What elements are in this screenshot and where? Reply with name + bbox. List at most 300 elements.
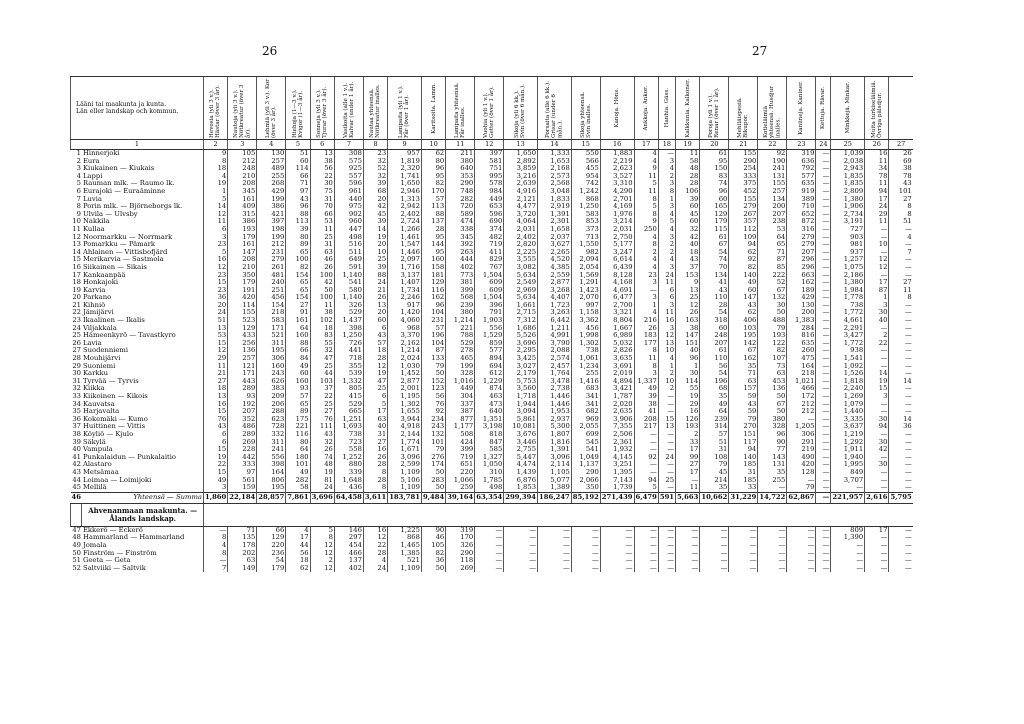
cell-col-3: 333 [228, 461, 257, 469]
cell-col-21: — [729, 534, 758, 542]
cell-col-10: 133 [421, 355, 445, 363]
cell-col-26: 14 [865, 370, 889, 378]
cell-col-6: 22 [310, 173, 334, 181]
cell-col-8: 39 [363, 180, 387, 188]
cell-col-6: 100 [310, 294, 334, 302]
cell-col-27: — [889, 370, 913, 378]
cell-col-25: — [831, 542, 865, 550]
cell-col-4: 130 [257, 150, 286, 158]
cell-col-2: 20 [203, 302, 227, 310]
cell-col-15: 255 [571, 370, 600, 378]
cell-col-14: 4,407 [538, 294, 572, 302]
municipality-name: Alastaro [82, 461, 112, 469]
table-row [71, 180, 913, 188]
cell-col-6: 25 [310, 363, 334, 371]
cell-col-27: — [889, 272, 913, 280]
cell-col-4: 28,857 [257, 492, 286, 503]
cell-col-27: 27 [889, 279, 913, 287]
cell-col-25: 1,818 [831, 378, 865, 386]
cell-col-27: — [889, 363, 913, 371]
cell-col-8: 31 [363, 431, 387, 439]
cell-col-15: 2,070 [571, 294, 600, 302]
cell-col-27: 26 [889, 150, 913, 158]
cell-col-27: — [889, 347, 913, 355]
cell-col-7: 1,140 [334, 294, 363, 302]
cell-col-2: 4 [203, 542, 227, 550]
cell-col-6: 25 [310, 234, 334, 242]
column-number-5: 5 [286, 140, 310, 150]
cell-col-17: 8 [634, 241, 658, 249]
cell-col-27: — [889, 302, 913, 310]
cell-col-13: 3,720 [504, 211, 538, 219]
column-header-22 [758, 77, 787, 140]
cell-col-4: 154 [257, 302, 286, 310]
cell-col-8: 40 [363, 423, 387, 431]
cell-col-20: 64 [700, 408, 729, 416]
cell-col-23: 79 [787, 484, 816, 492]
cell-col-24: — [816, 309, 831, 317]
cell-col-13: 3,027 [504, 363, 538, 371]
cell-col-17: 8 [634, 211, 658, 219]
cell-col-13: 5,447 [504, 454, 538, 462]
cell-col-11: 345 [446, 234, 475, 242]
column-header-11 [446, 77, 475, 140]
cell-col-4: 421 [257, 211, 286, 219]
cell-col-6: 2 [310, 557, 334, 565]
cell-col-23: 316 [787, 226, 816, 234]
table-row [71, 370, 913, 378]
cell-col-16: 7,355 [600, 423, 634, 431]
row-number: 17 [72, 271, 81, 279]
cell-col-11: 170 [446, 534, 475, 542]
cell-col-18: 591 [658, 492, 675, 503]
column-number-15: 15 [571, 140, 600, 150]
cell-col-26: 11 [865, 218, 889, 226]
cell-col-10: 87 [421, 347, 445, 355]
cell-col-20: — [700, 534, 729, 542]
cell-col-21: 43 [729, 302, 758, 310]
cell-col-19: 163 [676, 317, 700, 325]
cell-col-11: 387 [446, 408, 475, 416]
cell-col-23: 284 [787, 325, 816, 333]
cell-col-16: — [600, 550, 634, 558]
cell-col-13: — [504, 526, 538, 534]
cell-col-13: 4,064 [504, 218, 538, 226]
cell-col-2: 76 [203, 416, 227, 424]
cell-col-21: 406 [729, 317, 758, 325]
cell-col-23: — [787, 550, 816, 558]
cell-col-4: 206 [257, 401, 286, 409]
cell-col-21: 63 [729, 378, 758, 386]
cell-col-12: 894 [475, 355, 504, 363]
cell-col-23: 172 [787, 393, 816, 401]
cell-col-3: 248 [228, 165, 257, 173]
cell-col-23: 652 [787, 211, 816, 219]
cell-col-12: 63,354 [475, 492, 504, 503]
cell-col-19: 42 [676, 234, 700, 242]
cell-col-25: 727 [831, 226, 865, 234]
cell-col-26: 30 [865, 439, 889, 447]
cell-col-17: — [634, 534, 658, 542]
cell-col-3: 22,184 [228, 492, 257, 503]
cell-col-3: 443 [228, 378, 257, 386]
cell-col-10: 79 [421, 363, 445, 371]
cell-col-19: 2 [676, 431, 700, 439]
cell-col-7: 297 [334, 534, 363, 542]
cell-col-5: 4 [286, 526, 310, 534]
cell-col-12: 847 [475, 439, 504, 447]
cell-col-18: — [658, 542, 675, 550]
table-row [71, 355, 913, 363]
cell-col-27: — [889, 325, 913, 333]
table-row [71, 234, 913, 242]
cell-col-24: — [816, 332, 831, 340]
subsection-title: Ahvenanmaan maakunta. — Ålands landskap. [82, 503, 204, 526]
cell-col-10: 95 [421, 234, 445, 242]
cell-col-24: — [816, 550, 831, 558]
table-row [71, 325, 913, 333]
cell-col-8: 16 [363, 446, 387, 454]
cell-col-11: 263 [446, 249, 475, 257]
cell-col-2: 15 [203, 469, 227, 477]
cell-col-23: 872 [787, 218, 816, 226]
cell-col-5: 65 [286, 401, 310, 409]
cell-col-25: 1,995 [831, 461, 865, 469]
cell-col-24: — [816, 264, 831, 272]
cell-col-16: — [600, 542, 634, 550]
cell-col-16: 4,169 [600, 203, 634, 211]
cell-col-13: 2,121 [504, 196, 538, 204]
cell-col-16: 3,527 [600, 173, 634, 181]
cell-col-4: 231 [257, 249, 286, 257]
row-number: 41 [72, 453, 81, 461]
cell-col-24: — [816, 477, 831, 485]
cell-col-14: — [538, 565, 572, 573]
cell-col-22: 90 [758, 439, 787, 447]
cell-col-12: 995 [475, 173, 504, 181]
cell-col-3: 159 [228, 484, 257, 492]
cell-col-2: 9 [203, 150, 227, 158]
cell-col-15: 373 [571, 226, 600, 234]
cell-col-5: 71 [286, 180, 310, 188]
cell-col-5: 161 [286, 317, 310, 325]
cell-col-3: 161 [228, 196, 257, 204]
cell-col-7: 1,693 [334, 423, 363, 431]
cell-col-6: 18 [310, 325, 334, 333]
cell-col-22: 77 [758, 446, 787, 454]
cell-col-6: 81 [310, 477, 334, 485]
cell-col-11: 290 [446, 180, 475, 188]
cell-col-13: 1,853 [504, 484, 538, 492]
cell-col-24: — [816, 165, 831, 173]
cell-col-18: 4 [658, 226, 675, 234]
municipality-name: Siikainen — Sikais [82, 263, 147, 271]
cell-col-15: 456 [571, 325, 600, 333]
cell-col-27: 101 [889, 188, 913, 196]
cell-col-25: 2,291 [831, 325, 865, 333]
cell-col-2: 5 [203, 249, 227, 257]
cell-col-26: — [865, 226, 889, 234]
cell-col-19: 16 [676, 408, 700, 416]
cell-col-11: 118 [446, 557, 475, 565]
cell-col-18: 3 [658, 158, 675, 166]
cell-col-6: 37 [310, 385, 334, 393]
cell-col-26: — [865, 484, 889, 492]
cell-col-22: 96 [758, 431, 787, 439]
cell-col-3: 352 [228, 416, 257, 424]
cell-col-13: 3,446 [504, 439, 538, 447]
cell-col-24: — [816, 234, 831, 242]
municipality-name: Jämijärvi [82, 309, 114, 317]
municipality-name: Jomala [82, 541, 107, 549]
cell-col-4: 728 [257, 423, 286, 431]
column-header-16 [600, 77, 634, 140]
cell-col-21: 195 [729, 332, 758, 340]
cell-col-13: 5,634 [504, 294, 538, 302]
cell-col-14: 1,389 [538, 484, 572, 492]
column-header-label: Ankkoja. Ankor. [643, 85, 650, 131]
cell-col-22: 107 [758, 355, 787, 363]
cell-col-14: 1,723 [538, 302, 572, 310]
cell-col-5: 65 [286, 279, 310, 287]
cell-col-12: — [475, 542, 504, 550]
cell-col-24: — [816, 317, 831, 325]
cell-col-2: 6 [203, 431, 227, 439]
cell-col-11: 290 [446, 550, 475, 558]
cell-col-26: — [865, 557, 889, 565]
cell-col-23: 62,867 [787, 492, 816, 503]
cell-col-16: 2,020 [600, 401, 634, 409]
cell-col-25: 1,541 [831, 355, 865, 363]
cell-col-10: 96 [421, 165, 445, 173]
cell-col-19: 153 [676, 272, 700, 280]
cell-col-8: 12 [363, 534, 387, 542]
cell-col-11: 1,214 [446, 317, 475, 325]
cell-col-17: — [634, 469, 658, 477]
cell-col-19: 37 [676, 264, 700, 272]
cell-col-9: 1,461 [388, 234, 422, 242]
row-number: 2 [76, 157, 81, 165]
cell-col-17: 5 [634, 484, 658, 492]
cell-col-6: 27 [310, 408, 334, 416]
column-header-3 [228, 77, 257, 140]
cell-col-5: 51 [286, 150, 310, 158]
cell-col-15: 341 [571, 401, 600, 409]
cell-col-20: — [700, 557, 729, 565]
cell-col-20: 207 [700, 340, 729, 348]
cell-col-2: 23 [203, 287, 227, 295]
cell-col-26: 19 [865, 378, 889, 386]
municipality-name: Säkylä [82, 438, 106, 446]
cell-col-19: 45 [676, 211, 700, 219]
row-number: 40 [72, 446, 81, 454]
cell-col-17: 3 [634, 279, 658, 287]
cell-col-5: 97 [286, 188, 310, 196]
cell-col-2: 18 [203, 385, 227, 393]
cell-col-23: 663 [787, 272, 816, 280]
cell-col-24: — [816, 484, 831, 492]
cell-col-4: 164 [257, 469, 286, 477]
cell-col-2: 6 [203, 226, 227, 234]
cell-col-24: — [816, 446, 831, 454]
cell-col-6: 50 [310, 287, 334, 295]
cell-col-15: 2,066 [571, 477, 600, 485]
cell-col-19: 13 [676, 287, 700, 295]
cell-col-15: — [571, 542, 600, 550]
cell-col-22: 65 [758, 241, 787, 249]
cell-col-19: 58 [676, 158, 700, 166]
cell-col-14: 2,088 [538, 347, 572, 355]
cell-col-21: 59 [729, 408, 758, 416]
cell-col-18: 13 [658, 423, 675, 431]
cell-col-27: — [889, 477, 913, 485]
cell-col-8: 26 [363, 454, 387, 462]
cell-col-12: 463 [475, 393, 504, 401]
cell-col-15: 699 [571, 431, 600, 439]
cell-col-10: 243 [421, 423, 445, 431]
column-header-label: Vuohia (yli 1 v.). Getter (över 1 år). [483, 86, 496, 138]
cell-col-22: — [758, 565, 787, 573]
cell-col-27: — [889, 461, 913, 469]
cell-col-8: 63 [363, 416, 387, 424]
cell-col-14: — [538, 534, 572, 542]
municipality-name: Lavia [82, 339, 102, 347]
cell-col-11: 380 [446, 158, 475, 166]
cell-col-14: 1,807 [538, 431, 572, 439]
cell-col-14: 2,568 [538, 180, 572, 188]
cell-col-14: 2,114 [538, 461, 572, 469]
cell-col-23: 577 [787, 173, 816, 181]
cell-col-21: 33 [729, 484, 758, 492]
cell-col-18: — [658, 565, 675, 573]
cell-col-10: 9,484 [421, 492, 445, 503]
cell-col-19: 26 [676, 309, 700, 317]
cell-col-25: 2,943 [831, 165, 865, 173]
cell-col-10: 101 [421, 439, 445, 447]
cell-col-9: 1,030 [388, 363, 422, 371]
cell-col-20: 61 [700, 234, 729, 242]
cell-col-20: 54 [700, 249, 729, 257]
municipality-name: Suoniemi [82, 362, 116, 370]
cell-col-9: 1,109 [388, 484, 422, 492]
cell-col-5: 93 [286, 385, 310, 393]
cell-col-15: — [571, 526, 600, 534]
cell-col-26: 12 [865, 264, 889, 272]
cell-col-8: 24 [363, 279, 387, 287]
cell-col-11: 259 [446, 484, 475, 492]
cell-col-19: 60 [676, 218, 700, 226]
subsection-header [71, 503, 913, 526]
cell-col-15: 2,094 [571, 256, 600, 264]
cell-col-18: — [658, 408, 675, 416]
cell-col-7: 454 [334, 542, 363, 550]
cell-col-27: 43 [889, 180, 913, 188]
cell-col-16: 2,623 [600, 165, 634, 173]
table-row [71, 477, 913, 485]
cell-col-2: 7 [203, 565, 227, 573]
cell-col-8: 47 [363, 378, 387, 386]
cell-col-6: 11 [310, 226, 334, 234]
cell-col-2: 22 [203, 461, 227, 469]
row-number: 16 [72, 263, 81, 271]
cell-col-9: 917 [388, 302, 422, 310]
cell-col-26: 87 [865, 287, 889, 295]
municipality-name: Hämeenkyrö — Tavastkyro [82, 332, 176, 340]
cell-col-2: 12 [203, 264, 227, 272]
table-row [71, 423, 913, 431]
column-header-label: Sikoja (yli 6 kk.). Svin (över 6 mån.). [514, 84, 527, 138]
cell-col-20: 134 [700, 272, 729, 280]
cell-col-21: 117 [729, 439, 758, 447]
cell-col-14: 3,263 [538, 309, 572, 317]
cell-col-2: 23 [203, 241, 227, 249]
column-header-label: Kotieläimiä yhteensä. Husdjur inalles. [763, 86, 782, 138]
cell-col-18: 2 [658, 370, 675, 378]
cell-col-21: 157 [729, 385, 758, 393]
cell-col-17: 11 [634, 188, 658, 196]
cell-col-22: 155 [758, 180, 787, 188]
cell-col-14: 2,877 [538, 279, 572, 287]
cell-col-20: 214 [700, 477, 729, 485]
municipality-name: Luvia [82, 195, 102, 203]
cell-col-16: 6,989 [600, 332, 634, 340]
cell-col-4: 626 [257, 378, 286, 386]
municipality-name: Tyrvää — Tyrvis [82, 377, 139, 385]
table-row [71, 393, 913, 401]
municipality-name: Vampula [82, 446, 113, 454]
total-row [71, 492, 913, 503]
cell-col-16: 2,219 [600, 158, 634, 166]
cell-col-16: 3,310 [600, 180, 634, 188]
cell-col-15: 853 [571, 218, 600, 226]
cell-col-25: 1,292 [831, 439, 865, 447]
column-header-label: Kettuja. Rävar. [820, 86, 827, 130]
cell-col-12: 1,050 [475, 461, 504, 469]
cell-col-19: 38 [676, 325, 700, 333]
cell-col-16: 4,691 [600, 287, 634, 295]
cell-col-24: — [816, 385, 831, 393]
cell-col-15: 85,192 [571, 492, 600, 503]
cell-col-12: 556 [475, 325, 504, 333]
cell-col-18: 1 [658, 196, 675, 204]
cell-col-11: 399 [446, 287, 475, 295]
cell-col-23: 189 [787, 287, 816, 295]
cell-col-4: 556 [257, 454, 286, 462]
cell-col-26: — [865, 550, 889, 558]
cell-col-22: 328 [758, 423, 787, 431]
cell-col-18: 2 [658, 173, 675, 181]
column-header-label: Hanhia. Gäss. [663, 88, 670, 128]
cell-col-26: 24 [865, 203, 889, 211]
cell-col-3: 179 [228, 279, 257, 287]
cell-col-21: 185 [729, 477, 758, 485]
cell-col-5: 60 [286, 158, 310, 166]
cell-col-9: 1,741 [388, 173, 422, 181]
cell-col-2: 8 [203, 550, 227, 558]
cell-col-16: 3,635 [600, 355, 634, 363]
cell-col-21: 155 [729, 150, 758, 158]
cell-col-11: 474 [446, 218, 475, 226]
cell-col-24: — [816, 492, 831, 503]
cell-col-23: 212 [787, 408, 816, 416]
cell-col-14: 2,265 [538, 249, 572, 257]
cell-col-7: 326 [334, 302, 363, 310]
cell-col-12: 397 [475, 150, 504, 158]
cell-col-17: 11 [634, 173, 658, 181]
cell-col-24: — [816, 454, 831, 462]
row-number: 21 [72, 301, 81, 309]
cell-col-24: — [816, 173, 831, 181]
